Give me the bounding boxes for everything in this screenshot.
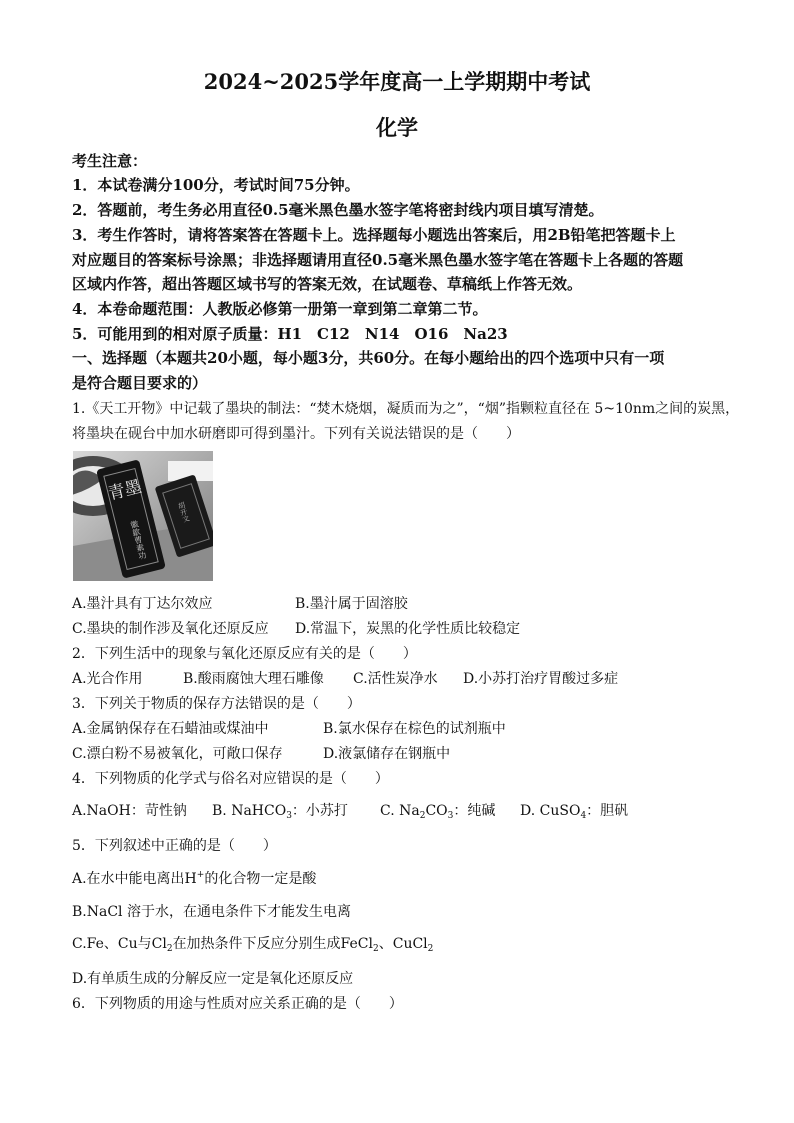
q4-a-name: ：苛性钠	[130, 803, 187, 819]
q6-stem: 6．下列物质的用途与性质对应关系正确的是（ ）	[72, 996, 403, 1012]
q1-option-b: B.墨汁属于固溶胶	[295, 596, 408, 612]
q5-a-pre: A.在水中能电离出H	[72, 871, 197, 887]
q4-c-formula-mid: CO	[425, 803, 448, 819]
q5-stem: 5．下列叙述中正确的是（ ）	[72, 838, 277, 854]
q1-option-a: A.墨汁具有丁达尔效应	[72, 596, 213, 612]
q1-option-c: C.墨块的制作涉及氧化还原反应	[72, 621, 269, 637]
ink-stick-maker-2: 胡开文	[176, 500, 191, 524]
q1-stem: 1.《天工开物》中记载了墨块的制法：“焚木烧烟，凝质而为之”，“烟”指颗粒直径在 5~10nm之间的炭黑，	[72, 401, 740, 417]
q5-a-post: 的化合物一定是酸	[204, 871, 317, 887]
exam-title: 2024~2025学年度高一上学期期中考试	[203, 69, 591, 94]
q4-option-d	[520, 800, 628, 820]
ink-stick-label: 青墨	[106, 476, 144, 505]
notes-heading: 考生注意：	[72, 152, 148, 170]
q4-d-sub: 4	[580, 811, 587, 821]
q5-c-pre: C.Fe、Cu与Cl	[72, 936, 167, 952]
q4-d-formula: D. CuSO	[520, 803, 581, 819]
q4-c-sub2: 3	[447, 811, 454, 821]
q3-option-d: D.液氯储存在钢瓶中	[323, 746, 451, 762]
note-3-cont: 对应题目的答案标号涂黑；非选择题请用直径0.5毫米黑色墨水签字笔在答题卡上各题的答题	[72, 251, 684, 269]
q4-option-b	[212, 800, 348, 820]
q4-b-formula: B. NaHCO	[212, 803, 287, 819]
note-4: 4．本卷命题范围：人教版必修第一册第一章到第二章第二节。	[72, 300, 488, 318]
q3-option-c: C.漂白粉不易被氧化，可敞口保存	[72, 746, 283, 762]
ink-stick-maker: 徽歙曹素功	[129, 519, 148, 561]
q5-c-mid: 在加热条件下反应分别生成FeCl	[172, 936, 373, 952]
q2-option-a: A.光合作用	[72, 671, 143, 687]
note-1: 1．本试卷满分100分，考试时间75分钟。	[72, 176, 360, 194]
section-heading: 一、选择题（本题共20小题，每小题3分，共60分。在每小题给出的四个选项中只有一项	[72, 349, 665, 367]
q4-stem: 4．下列物质的化学式与俗名对应错误的是（ ）	[72, 771, 389, 787]
q2-option-d: D.小苏打治疗胃酸过多症	[463, 671, 619, 687]
q4-a-formula: A.NaOH	[72, 803, 131, 819]
q3-stem: 3．下列关于物质的保存方法错误的是（ ）	[72, 696, 361, 712]
note-5: 5．可能用到的相对原子质量：H1 C12 N14 O16 Na23	[72, 325, 508, 343]
q3-option-a: A.金属钠保存在石蜡油或煤油中	[72, 721, 269, 737]
ink-stick-photo	[73, 451, 213, 581]
q4-option-a	[72, 800, 187, 820]
q5-c-sub1: 2	[166, 944, 173, 954]
q5-option-a	[72, 868, 316, 888]
q4-c-name: ：纯碱	[453, 803, 496, 819]
q2-stem: 2．下列生活中的现象与氧化还原反应有关的是（ ）	[72, 646, 417, 662]
q2-option-b: B.酸雨腐蚀大理石雕像	[183, 671, 324, 687]
q5-option-c	[72, 933, 433, 953]
q4-option-c	[380, 800, 495, 820]
q2-option-c: C.活性炭净水	[353, 671, 438, 687]
ink-stick-illustration	[73, 451, 213, 581]
q4-d-name: ：胆矾	[586, 803, 629, 819]
q5-c-sub3: 2	[427, 944, 434, 954]
q3-option-b: B.氯水保存在棕色的试剂瓶中	[323, 721, 506, 737]
subject-title: 化学	[376, 115, 418, 140]
section-heading-cont: 是符合题目要求的）	[72, 374, 208, 392]
q5-option-d: D.有单质生成的分解反应一定是氧化还原反应	[72, 971, 354, 987]
q4-b-name: ：小苏打	[291, 803, 348, 819]
note-2: 2．答题前，考生务必用直径0.5毫米黑色墨水签字笔将密封线内项目填写清楚。	[72, 201, 604, 219]
q5-a-sup: +	[196, 870, 205, 880]
q5-c-sub2: 2	[373, 944, 379, 954]
q5-option-b: B.NaCl 溶于水，在通电条件下才能发生电离	[72, 904, 351, 920]
q1-stem-cont: 将墨块在砚台中加水研磨即可得到墨汁。下列有关说法错误的是（ ）	[72, 426, 520, 442]
note-3-cont2: 区域内作答，超出答题区域书写的答案无效，在试题卷、草稿纸上作答无效。	[72, 275, 583, 293]
q1-option-d: D.常温下，炭黑的化学性质比较稳定	[295, 621, 521, 637]
q4-c-formula: C. Na	[380, 803, 420, 819]
q4-c-sub1: 2	[419, 811, 426, 821]
q5-c-mid2: 、CuCl	[378, 936, 428, 952]
note-3: 3．考生作答时，请将答案答在答题卡上。选择题每小题选出答案后，用2B铅笔把答题卡上	[72, 226, 676, 244]
q4-b-sub: 3	[286, 811, 292, 821]
